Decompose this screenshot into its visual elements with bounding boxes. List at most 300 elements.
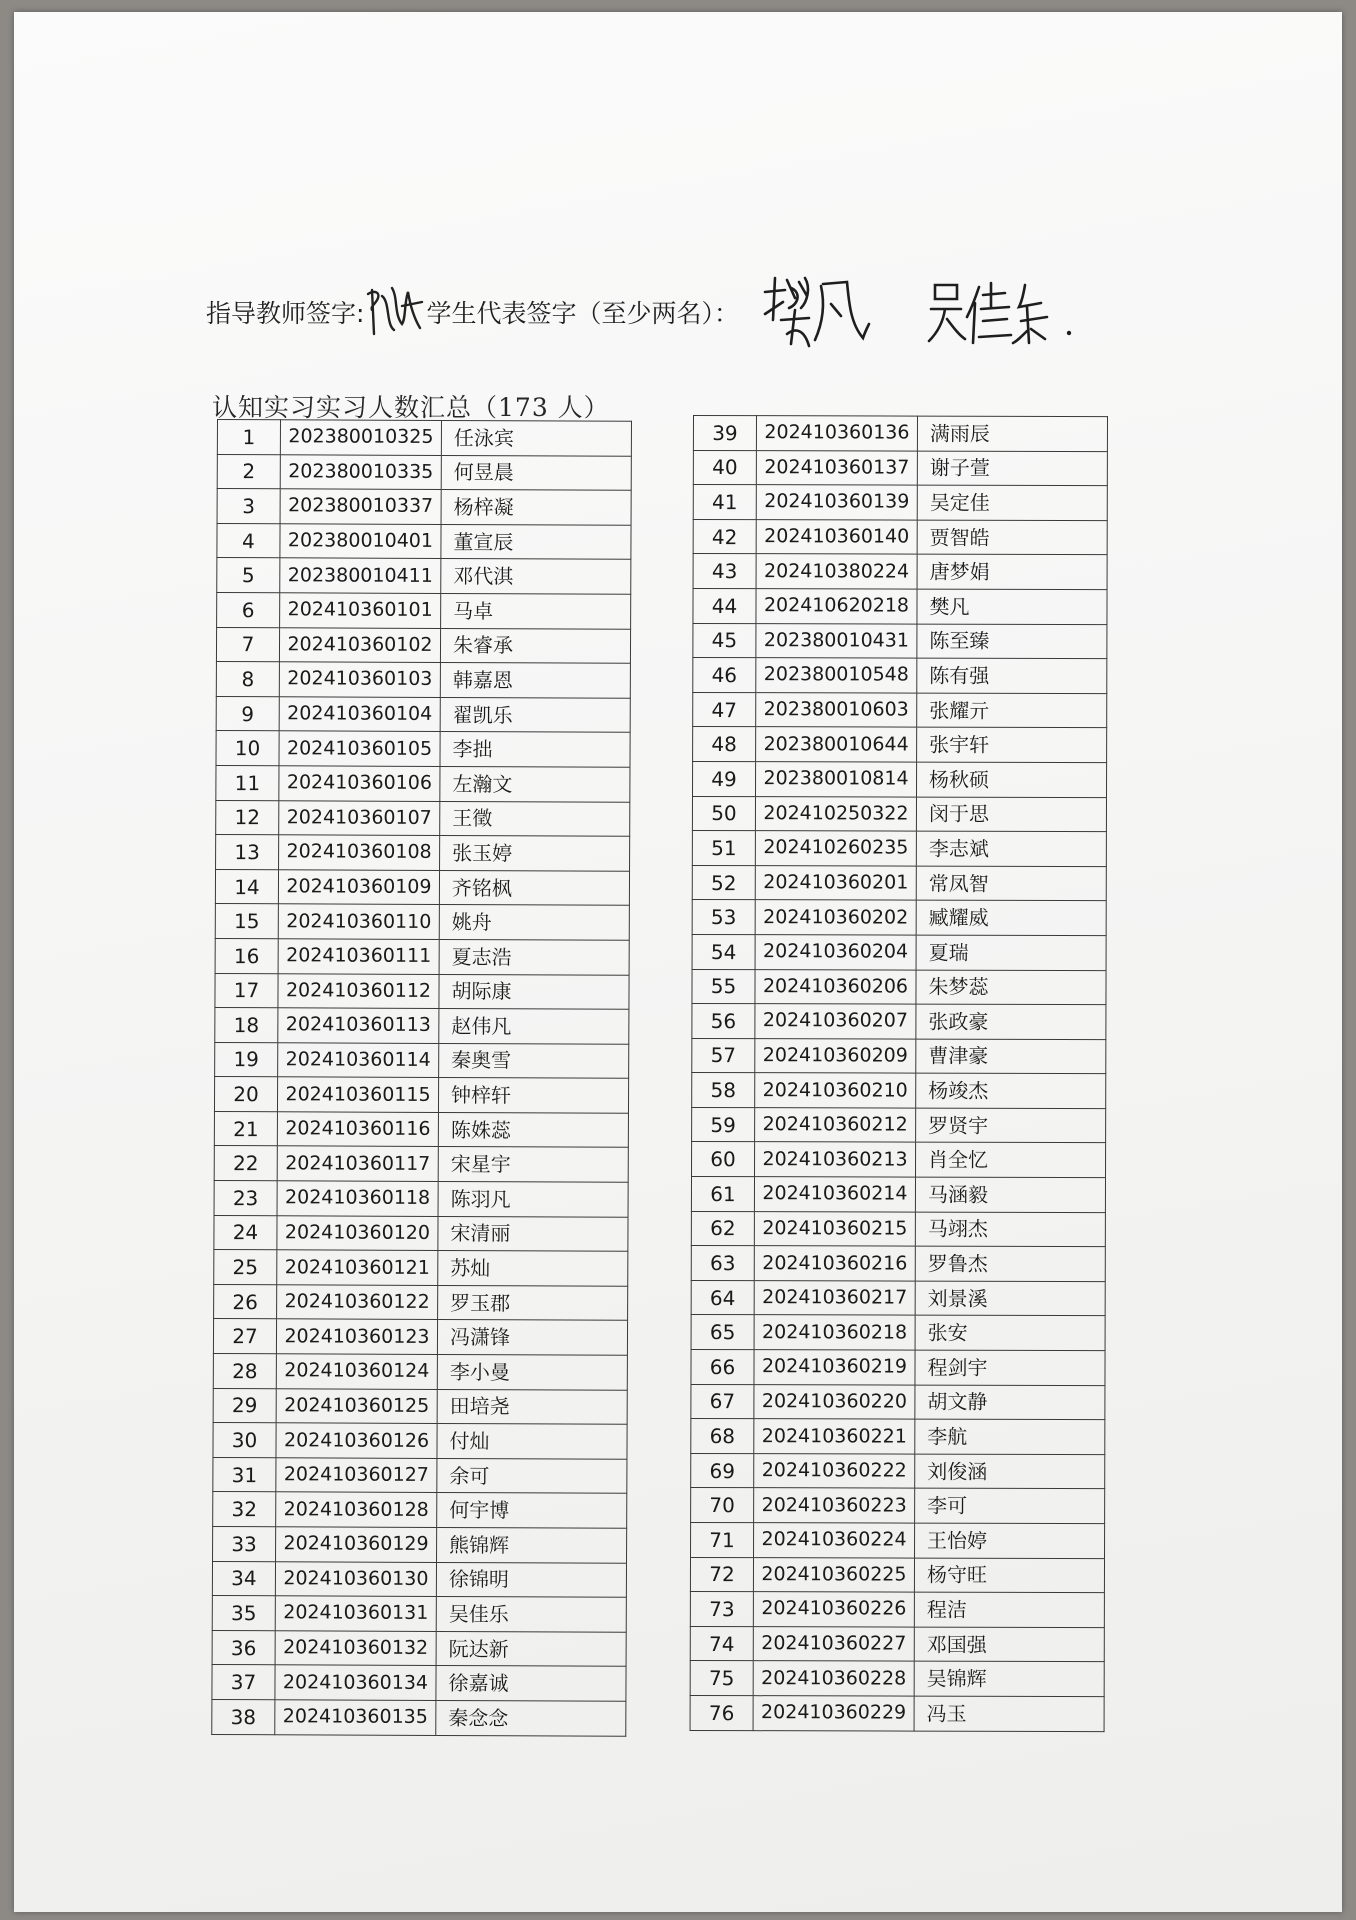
student-name-cell: 熊锦辉 <box>437 1527 627 1562</box>
table-row <box>213 1388 627 1424</box>
student-table-right <box>690 415 1108 1732</box>
student-id-cell: 202410360113 <box>278 1008 439 1043</box>
student-name-cell: 吴定佳 <box>917 485 1107 520</box>
table-row <box>213 1319 627 1355</box>
student-id-cell: 202410360213 <box>755 1142 916 1177</box>
table-row <box>692 969 1106 1005</box>
student-id-cell: 202410360209 <box>755 1038 916 1073</box>
row-number-cell: 7 <box>216 627 279 662</box>
student-name-cell: 秦念念 <box>436 1700 626 1735</box>
student-id-cell: 202380010644 <box>756 727 917 762</box>
student-name-cell: 陈羽凡 <box>438 1182 628 1217</box>
student-id-cell: 202380010814 <box>756 762 917 797</box>
row-number-cell: 68 <box>691 1419 754 1454</box>
table-row <box>216 662 630 698</box>
student-name-cell: 张玉婷 <box>440 836 630 871</box>
row-number-cell: 28 <box>213 1354 276 1389</box>
student-name-cell: 李小曼 <box>437 1355 627 1390</box>
row-number-cell: 39 <box>693 416 756 451</box>
student-name-cell: 阮达新 <box>436 1631 626 1666</box>
table-row <box>692 865 1106 901</box>
student-name-cell: 陈有强 <box>917 658 1107 693</box>
table-row <box>691 1419 1105 1455</box>
row-number-cell: 4 <box>217 523 280 558</box>
row-number-cell: 48 <box>693 727 756 762</box>
student-id-cell: 202380010431 <box>756 623 917 658</box>
student-id-cell: 202380010411 <box>280 558 441 593</box>
student-id-cell: 202410360126 <box>276 1423 437 1458</box>
row-number-cell: 73 <box>690 1592 753 1627</box>
student-name-cell: 夏瑞 <box>916 935 1106 970</box>
row-number-cell: 41 <box>693 485 756 520</box>
student-id-cell: 202410360107 <box>279 800 440 835</box>
student-signature-2 <box>925 277 1075 347</box>
student-id-cell: 202380010603 <box>756 692 917 727</box>
table-row <box>692 900 1106 936</box>
table-row <box>214 1250 628 1286</box>
row-number-cell: 24 <box>214 1215 277 1250</box>
table-row <box>217 523 631 559</box>
student-id-cell: 202410360112 <box>278 973 439 1008</box>
table-row <box>693 554 1107 590</box>
student-id-cell: 202410360221 <box>754 1419 915 1454</box>
row-number-cell: 25 <box>214 1250 277 1285</box>
student-id-cell: 202410360114 <box>278 1042 439 1077</box>
student-id-cell: 202410360210 <box>755 1073 916 1108</box>
row-number-cell: 22 <box>214 1146 277 1181</box>
table-row <box>217 558 631 594</box>
student-id-cell: 202410360118 <box>277 1181 438 1216</box>
student-id-cell: 202410360227 <box>753 1626 914 1661</box>
student-id-cell: 202410360135 <box>275 1700 436 1735</box>
table-row <box>692 1107 1106 1143</box>
student-id-cell: 202410360202 <box>755 900 916 935</box>
row-number-cell: 76 <box>690 1695 753 1730</box>
row-number-cell: 31 <box>213 1457 276 1492</box>
table-row <box>693 658 1107 694</box>
row-number-cell: 3 <box>217 489 280 524</box>
student-name-cell: 何宇博 <box>437 1493 627 1528</box>
row-number-cell: 56 <box>692 1004 755 1039</box>
row-number-cell: 53 <box>692 900 755 935</box>
row-number-cell: 55 <box>692 969 755 1004</box>
student-name-cell: 马翊杰 <box>915 1212 1105 1247</box>
row-number-cell: 70 <box>691 1488 754 1523</box>
table-row <box>691 1384 1105 1420</box>
student-id-cell: 202410360115 <box>277 1077 438 1112</box>
table-row <box>214 1181 628 1217</box>
student-name-cell: 吴佳乐 <box>436 1597 626 1632</box>
student-name-cell: 秦奥雪 <box>439 1043 629 1078</box>
student-name-cell: 王徵 <box>440 801 630 836</box>
student-id-cell: 202380010548 <box>756 658 917 693</box>
row-number-cell: 27 <box>213 1319 276 1354</box>
student-name-cell: 陈姝蕊 <box>438 1112 628 1147</box>
table-row <box>693 588 1107 624</box>
table-row <box>693 692 1107 728</box>
table-row <box>691 1280 1105 1316</box>
table-row <box>693 519 1107 555</box>
student-name-cell: 张政豪 <box>916 1004 1106 1039</box>
row-number-cell: 2 <box>217 454 280 489</box>
student-name-cell: 左瀚文 <box>440 766 630 801</box>
row-number-cell: 6 <box>217 592 280 627</box>
student-name-cell: 罗鲁杰 <box>915 1246 1105 1281</box>
student-id-cell: 202380010337 <box>280 489 441 524</box>
table-row <box>215 1008 629 1044</box>
student-id-cell: 202410360206 <box>755 969 916 1004</box>
table-row <box>693 727 1107 763</box>
row-number-cell: 72 <box>690 1557 753 1592</box>
row-number-cell: 50 <box>692 796 755 831</box>
student-id-cell: 202410360201 <box>755 865 916 900</box>
student-name-cell: 李航 <box>915 1419 1105 1454</box>
student-name-cell: 曹津豪 <box>916 1039 1106 1074</box>
student-id-cell: 202410360129 <box>276 1527 437 1562</box>
table-row <box>214 1146 628 1182</box>
student-id-cell: 202410360130 <box>275 1561 436 1596</box>
table-row <box>692 1142 1106 1178</box>
student-id-cell: 202410360120 <box>277 1215 438 1250</box>
table-row <box>692 934 1106 970</box>
student-id-cell: 202410360212 <box>755 1108 916 1143</box>
row-number-cell: 74 <box>690 1626 753 1661</box>
signature-line <box>206 274 1075 350</box>
student-name-cell: 常凤智 <box>916 866 1106 901</box>
table-row <box>690 1557 1104 1593</box>
row-number-cell: 10 <box>216 731 279 766</box>
student-name-cell: 冯玉 <box>914 1696 1104 1731</box>
student-id-cell: 202380010325 <box>280 420 441 455</box>
table-row <box>212 1596 626 1632</box>
table-row <box>692 1073 1106 1109</box>
row-number-cell: 60 <box>692 1142 755 1177</box>
student-id-cell: 202410360128 <box>276 1492 437 1527</box>
student-name-cell: 张宇轩 <box>917 727 1107 762</box>
student-id-cell: 202410360137 <box>756 450 917 485</box>
table-row <box>212 1561 626 1597</box>
student-id-cell: 202410360117 <box>277 1146 438 1181</box>
student-name-cell: 任泳宾 <box>441 420 631 455</box>
student-id-cell: 202410360136 <box>756 416 917 451</box>
student-name-cell: 闵于思 <box>916 797 1106 832</box>
row-number-cell: 9 <box>216 696 279 731</box>
row-number-cell: 66 <box>691 1350 754 1385</box>
student-name-cell: 朱睿承 <box>440 628 630 663</box>
row-number-cell: 8 <box>216 662 279 697</box>
row-number-cell: 62 <box>691 1211 754 1246</box>
table-row <box>693 623 1107 659</box>
table-row <box>691 1453 1105 1489</box>
table-row <box>691 1246 1105 1282</box>
student-id-cell: 202410360109 <box>278 869 439 904</box>
row-number-cell: 16 <box>215 938 278 973</box>
row-number-cell: 29 <box>213 1388 276 1423</box>
table-row <box>217 592 631 628</box>
student-id-cell: 202410360224 <box>754 1523 915 1558</box>
row-number-cell: 21 <box>214 1111 277 1146</box>
table-row <box>214 1111 628 1147</box>
table-row <box>691 1211 1105 1247</box>
student-id-cell: 202410380224 <box>756 554 917 589</box>
student-id-cell: 202410360121 <box>277 1250 438 1285</box>
student-name-cell: 刘俊涵 <box>915 1454 1105 1489</box>
table-row <box>692 1004 1106 1040</box>
row-number-cell: 12 <box>216 800 279 835</box>
table-row <box>215 1042 629 1078</box>
student-name-cell: 肖全忆 <box>916 1143 1106 1178</box>
row-number-cell: 34 <box>212 1561 275 1596</box>
table-row <box>693 450 1107 486</box>
table-row <box>216 627 630 663</box>
row-number-cell: 61 <box>691 1177 754 1212</box>
student-name-cell: 朱梦蕊 <box>916 970 1106 1005</box>
student-name-cell: 李志斌 <box>916 831 1106 866</box>
table-row <box>690 1695 1104 1731</box>
student-name-cell: 苏灿 <box>438 1251 628 1286</box>
student-name-cell: 贾智皓 <box>917 520 1107 555</box>
student-name-cell: 罗贤宇 <box>916 1108 1106 1143</box>
student-name-cell: 王怡婷 <box>915 1523 1105 1558</box>
student-name-cell: 杨守旺 <box>914 1558 1104 1593</box>
student-name-cell: 杨梓凝 <box>441 490 631 525</box>
row-number-cell: 1 <box>217 420 280 455</box>
table-row <box>217 454 631 490</box>
student-id-cell: 202410360131 <box>275 1596 436 1631</box>
student-name-cell: 翟凯乐 <box>440 697 630 732</box>
table-row <box>693 761 1107 797</box>
student-id-cell: 202410360223 <box>754 1488 915 1523</box>
student-id-cell: 202410360111 <box>278 939 439 974</box>
table-row <box>690 1592 1104 1628</box>
student-name-cell: 罗玉郡 <box>438 1285 628 1320</box>
table-row <box>691 1488 1105 1524</box>
student-name-cell: 杨秋硕 <box>917 762 1107 797</box>
student-name-cell: 钟梓轩 <box>438 1078 628 1113</box>
student-name-cell: 马涵毅 <box>915 1177 1105 1212</box>
table-row <box>216 731 630 767</box>
student-name-cell: 赵伟凡 <box>439 1009 629 1044</box>
table-row <box>212 1665 626 1701</box>
table-row <box>692 796 1106 832</box>
student-name-cell: 臧耀威 <box>916 900 1106 935</box>
student-id-cell: 202410360108 <box>279 835 440 870</box>
table-row <box>692 831 1106 867</box>
row-number-cell: 63 <box>691 1246 754 1281</box>
student-id-cell: 202410360134 <box>275 1665 436 1700</box>
document-page <box>14 12 1342 1912</box>
table-row <box>215 973 629 1009</box>
student-name-cell: 李可 <box>915 1488 1105 1523</box>
table-row <box>213 1457 627 1493</box>
summary-title: 认知实习实习人数汇总（173 人） <box>212 393 610 422</box>
student-name-cell: 余可 <box>437 1458 627 1493</box>
student-id-cell: 202410360218 <box>754 1315 915 1350</box>
student-id-cell: 202410360101 <box>280 593 441 628</box>
student-id-cell: 202410360122 <box>277 1285 438 1320</box>
student-table-left <box>211 419 632 1736</box>
row-number-cell: 19 <box>215 1042 278 1077</box>
row-number-cell: 57 <box>692 1038 755 1073</box>
table-row <box>691 1315 1105 1351</box>
student-id-cell: 202410360105 <box>279 731 440 766</box>
student-id-cell: 202410360219 <box>754 1350 915 1385</box>
table-row <box>690 1661 1104 1697</box>
student-id-cell: 202410360229 <box>753 1696 914 1731</box>
student-name-cell: 陈至臻 <box>917 624 1107 659</box>
student-id-cell: 202410360215 <box>754 1211 915 1246</box>
table-row <box>217 420 631 456</box>
table-row <box>214 1215 628 1251</box>
student-name-cell: 胡文静 <box>915 1385 1105 1420</box>
student-id-cell: 202410360220 <box>754 1384 915 1419</box>
row-number-cell: 5 <box>217 558 280 593</box>
student-id-cell: 202410360132 <box>275 1631 436 1666</box>
student-name-cell: 刘景溪 <box>915 1281 1105 1316</box>
student-id-cell: 202410360123 <box>276 1319 437 1354</box>
student-name-cell: 付灿 <box>437 1424 627 1459</box>
row-number-cell: 17 <box>215 973 278 1008</box>
student-id-cell: 202410360207 <box>755 1004 916 1039</box>
row-number-cell: 42 <box>693 519 756 554</box>
row-number-cell: 11 <box>216 765 279 800</box>
student-id-cell: 202410360116 <box>277 1112 438 1147</box>
table-row <box>216 835 630 871</box>
student-id-cell: 202410360140 <box>756 519 917 554</box>
student-id-cell: 202410360127 <box>276 1458 437 1493</box>
row-number-cell: 32 <box>213 1492 276 1527</box>
student-id-cell: 202410360110 <box>278 904 439 939</box>
row-number-cell: 43 <box>693 554 756 589</box>
student-id-cell: 202410360214 <box>754 1177 915 1212</box>
student-name-cell: 宋清丽 <box>438 1216 628 1251</box>
student-name-cell: 董宣辰 <box>441 524 631 559</box>
row-number-cell: 36 <box>212 1630 275 1665</box>
table-row <box>213 1423 627 1459</box>
row-number-cell: 54 <box>692 934 755 969</box>
row-number-cell: 15 <box>215 904 278 939</box>
student-id-cell: 202410360125 <box>276 1388 437 1423</box>
table-row <box>693 416 1107 452</box>
student-name-cell: 冯潇锋 <box>437 1320 627 1355</box>
student-name-cell: 程剑宇 <box>915 1350 1105 1385</box>
row-number-cell: 69 <box>691 1453 754 1488</box>
student-name-cell: 张安 <box>915 1316 1105 1351</box>
student-id-cell: 202410360226 <box>753 1592 914 1627</box>
row-number-cell: 47 <box>693 692 756 727</box>
student-name-cell: 李拙 <box>440 732 630 767</box>
row-number-cell: 40 <box>693 450 756 485</box>
student-name-cell: 宋星宇 <box>438 1147 628 1182</box>
row-number-cell: 52 <box>692 865 755 900</box>
row-number-cell: 44 <box>693 588 756 623</box>
student-id-cell: 202410360217 <box>754 1281 915 1316</box>
student-id-cell: 202410360103 <box>279 662 440 697</box>
row-number-cell: 45 <box>693 623 756 658</box>
student-id-cell: 202410360216 <box>754 1246 915 1281</box>
row-number-cell: 65 <box>691 1315 754 1350</box>
student-signature-1 <box>761 274 873 350</box>
student-name-cell: 夏志浩 <box>439 939 629 974</box>
student-name-cell: 马卓 <box>441 593 631 628</box>
student-name-cell: 吴锦辉 <box>914 1661 1104 1696</box>
row-number-cell: 38 <box>212 1699 275 1734</box>
table-row <box>691 1522 1105 1558</box>
student-name-cell: 胡际康 <box>439 974 629 1009</box>
student-id-cell: 202410360139 <box>756 485 917 520</box>
student-name-cell: 张耀亓 <box>917 693 1107 728</box>
student-id-cell: 202410360102 <box>279 627 440 662</box>
student-id-cell: 202380010401 <box>280 524 441 559</box>
row-number-cell: 59 <box>692 1107 755 1142</box>
student-id-cell: 202410250322 <box>755 796 916 831</box>
row-number-cell: 35 <box>212 1596 275 1631</box>
student-name-cell: 邓代淇 <box>441 559 631 594</box>
row-number-cell: 13 <box>216 835 279 870</box>
row-number-cell: 30 <box>213 1423 276 1458</box>
student-name-cell: 田培尧 <box>437 1389 627 1424</box>
table-row <box>212 1630 626 1666</box>
row-number-cell: 33 <box>213 1526 276 1561</box>
student-name-cell: 邓国强 <box>914 1627 1104 1662</box>
student-name-cell: 满雨辰 <box>917 416 1107 451</box>
teacher-signature <box>364 284 426 340</box>
table-row <box>217 489 631 525</box>
student-name-cell: 韩嘉恩 <box>440 663 630 698</box>
student-name-cell: 徐锦明 <box>436 1562 626 1597</box>
student-id-cell: 202410360228 <box>753 1661 914 1696</box>
table-row <box>213 1354 627 1390</box>
student-name-cell: 徐嘉诚 <box>436 1666 626 1701</box>
table-row <box>215 869 629 905</box>
student-rep-label: 学生代表签字（至少两名）： <box>426 299 739 328</box>
student-id-cell: 202410360124 <box>276 1354 437 1389</box>
table-row <box>691 1350 1105 1386</box>
student-name-cell: 程洁 <box>914 1592 1104 1627</box>
student-id-cell: 202410360225 <box>753 1557 914 1592</box>
student-name-cell: 唐梦娟 <box>917 554 1107 589</box>
student-name-cell: 何昱晨 <box>441 455 631 490</box>
table-row <box>692 1038 1106 1074</box>
student-name-cell: 姚舟 <box>439 905 629 940</box>
row-number-cell: 23 <box>214 1181 277 1216</box>
student-name-cell: 杨竣杰 <box>916 1073 1106 1108</box>
student-id-cell: 202410360104 <box>279 697 440 732</box>
student-id-cell: 202410360222 <box>754 1453 915 1488</box>
row-number-cell: 75 <box>690 1661 753 1696</box>
table-row <box>693 485 1107 521</box>
row-number-cell: 14 <box>215 869 278 904</box>
table-row <box>214 1284 628 1320</box>
row-number-cell: 58 <box>692 1073 755 1108</box>
table-row <box>214 1077 628 1113</box>
table-row <box>216 800 630 836</box>
row-number-cell: 49 <box>693 761 756 796</box>
table-row <box>691 1177 1105 1213</box>
row-number-cell: 18 <box>215 1008 278 1043</box>
table-row <box>215 904 629 940</box>
student-id-cell: 202410360106 <box>279 766 440 801</box>
row-number-cell: 46 <box>693 658 756 693</box>
row-number-cell: 20 <box>214 1077 277 1112</box>
student-id-cell: 202380010335 <box>280 454 441 489</box>
row-number-cell: 37 <box>212 1665 275 1700</box>
row-number-cell: 71 <box>691 1522 754 1557</box>
student-name-cell: 谢子萱 <box>917 451 1107 486</box>
student-id-cell: 202410260235 <box>755 831 916 866</box>
student-id-cell: 202410360204 <box>755 935 916 970</box>
table-row <box>690 1626 1104 1662</box>
